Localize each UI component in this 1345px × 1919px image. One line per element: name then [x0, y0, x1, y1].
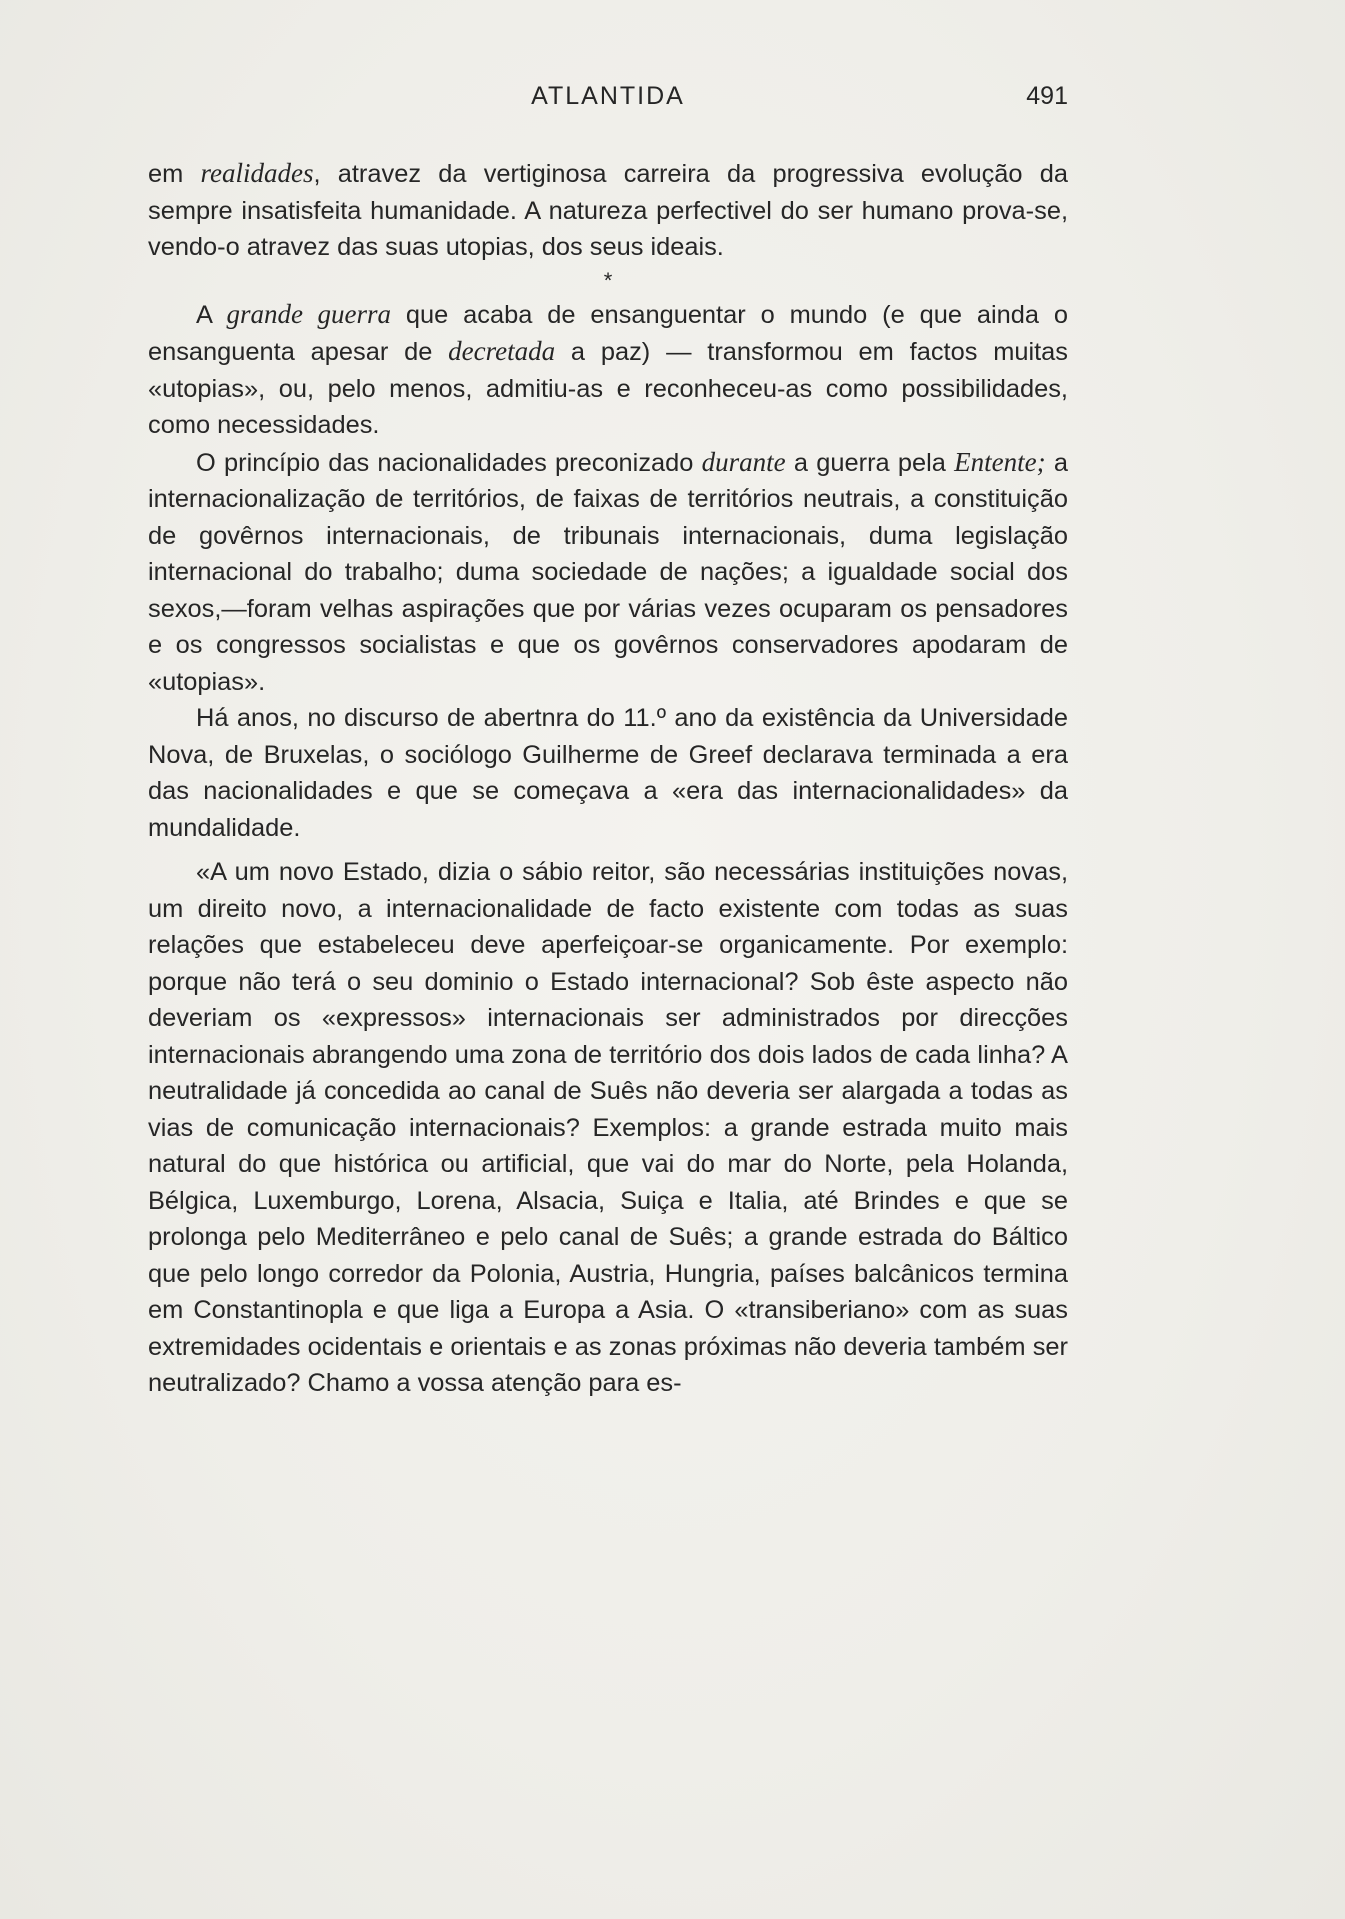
- italic-text: Entente;: [954, 446, 1046, 477]
- paragraph: [148, 444, 1068, 701]
- text-run: , atravez da vertiginosa carreira da progressiva evolução da sempre insatisfeita humanidade. A natureza perfectivel do ser humano prova-se, vendo-o atravez das suas utopias, dos seus ideais.: [148, 160, 1069, 261]
- paragraph: [148, 854, 1068, 1402]
- text-run: a internacionalização de territórios, de faixas de territórios neutrais, a constituição de govêrnos internacionais, de tribunais internacionais, duma legislação internacional do trabalho; duma sociedade de nações; a igualdade social dos sexos,—foram velhas aspirações que por várias vezes ocuparam os pensadores e os congressos socialistas e que os govêrnos conservadores apodaram de «utopias».: [148, 448, 1068, 696]
- text-run: que acaba de ensanguentar o mundo (e que ainda o ensanguenta apesar de: [148, 300, 1068, 366]
- text-run: a guerra pela: [785, 448, 955, 477]
- italic-text: decretada: [448, 336, 556, 366]
- italic-text: durante: [701, 446, 786, 477]
- running-title: ATLANTIDA: [531, 82, 685, 110]
- paragraph: [148, 155, 1068, 266]
- text-run: A: [196, 300, 227, 329]
- italic-text: realidades: [200, 158, 314, 188]
- italic-text: grande guerra: [226, 298, 392, 329]
- paragraph: [148, 296, 1068, 444]
- section-break: *: [603, 267, 613, 293]
- body-text: [148, 155, 1068, 1402]
- page-number: 491: [1026, 82, 1068, 110]
- text-run: Há anos, no discurso de abertnra do 11.º ano da existência da Universidade Nova, de Bruxelas, o sociólogo Guilherme de Greef declarava terminada a era das nacionalidades e que se começava a «era das internacionalidades» da mundalidade.: [148, 704, 1068, 842]
- text-run: O princípio das nacionalidades preconizado: [196, 448, 702, 477]
- text-run: a paz) — transformou em factos muitas «utopias», ou, pelo menos, admitiu-as e reconheceu-as como possibilidades, como necessidades.: [148, 338, 1068, 439]
- page-header: [148, 82, 1068, 122]
- text-run: em: [148, 160, 201, 188]
- paragraph: [148, 700, 1068, 846]
- text-run: «A um novo Estado, dizia o sábio reitor, são necessárias instituições novas, um direito novo, a internacionalidade de facto existente com todas as suas relações que estabeleceu deve aperfeiçoar-se organicamente. Por exemplo: porque não terá o seu dominio o Estado internacional? Sob êste aspecto não deveriam os «expressos» internacionais ser administrados por direcções internacionais abrangendo uma zona de território dos dois lados de cada linha? A neutralidade já concedida ao canal de Suês não deveria ser alargada a todas as vias de comunicação internacionais? Exemplos: a grande estrada muito mais natural do que histórica ou artificial, que vai do mar do Norte, pela Holanda, Bélgica, Luxemburgo, Lorena, Alsacia, Suiça e Italia, até Brindes e que se prolonga pelo Mediterrâneo e pelo canal de Suês; a grande estrada do Báltico que pelo longo corredor da Polonia, Austria, Hungria, países balcânicos termina em Constantinopla e que liga a Europa a Asia. O «transiberiano» com as suas extremidades ocidentais e orientais e as zonas próximas não deveria também ser neutralizado? Chamo a vossa atenção para es-: [148, 858, 1068, 1397]
